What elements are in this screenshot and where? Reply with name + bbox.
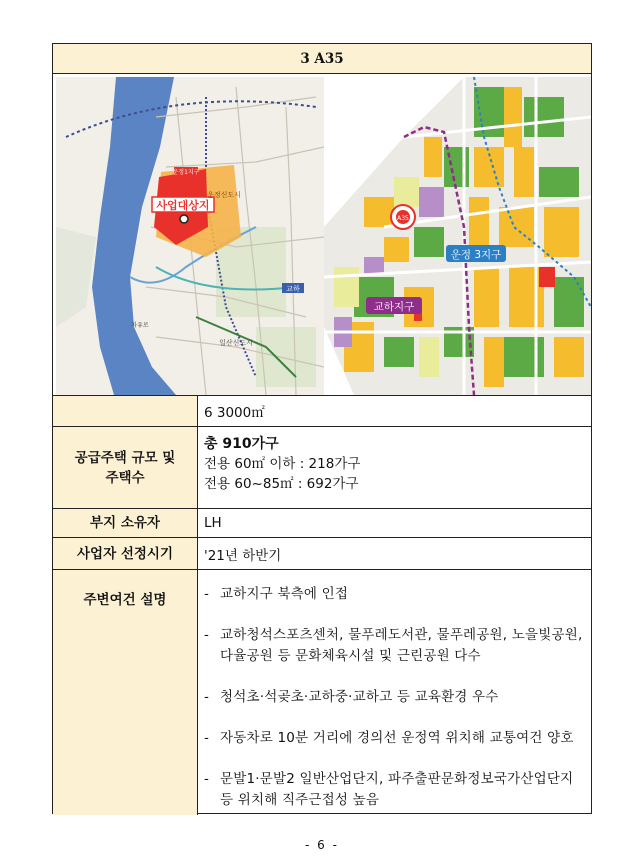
time-value: '21년 하반기: [204, 547, 282, 564]
map-project-label: 사업대상지: [156, 199, 210, 212]
info-table: [52, 43, 592, 814]
env-item-text: 문발1·문발2 일반산업단지, 파주출판문화정보국가산업단지 등 위치해 직주근접성 높음: [220, 771, 574, 808]
units-label-line1: 공급주택 규모 및: [74, 449, 176, 466]
map-site-label: A35: [397, 215, 409, 222]
units-total: 총 910가구: [204, 436, 279, 452]
owner-row: [53, 509, 591, 538]
owner-value: LH: [204, 515, 222, 531]
map-row: [53, 74, 591, 396]
units-value: [198, 427, 591, 508]
env-item-text: 교하청석스포츠센처, 물푸레도서관, 물푸레공원, 노을빛공원, 다율공원 등 문화체육시설 및 근린공원 다수: [220, 627, 583, 664]
units-row: [53, 427, 591, 509]
district-map: [324, 77, 591, 395]
size-value: 6 3000㎡: [204, 405, 265, 421]
map-unjeong3-label: 운정 3지구: [450, 249, 502, 261]
time-label: 사업자 선정시기: [53, 538, 198, 569]
env-value: [198, 570, 591, 815]
location-map: [56, 77, 324, 395]
env-item-text: 청석초·석곶초·교하중·교하고 등 교육환경 우수: [220, 689, 499, 705]
title-row: [53, 44, 591, 74]
units-small: 전용 60㎡ 이하 : 218가구: [204, 456, 361, 472]
map-road-label: 자유로: [131, 322, 149, 329]
env-item-text: 교하지구 북측에 인접: [220, 586, 349, 602]
map-unjeong1-label: 운정1지구: [172, 169, 200, 176]
env-item: - 문발1·문발2 일반산업단지, 파주출판문화정보국가산업단지 등 위치해 직주근접성 높음: [204, 769, 587, 811]
site-title: 3 A35: [300, 50, 344, 67]
env-item: - 청석초·석곶초·교하중·교하고 등 교육환경 우수: [204, 687, 587, 708]
map-gyoha-district-label: 교하지구: [373, 301, 415, 313]
env-item: - 교하지구 북측에 인접: [204, 584, 587, 605]
units-label-line2: 주택수: [105, 469, 145, 486]
map-gyoha-label: 교하: [286, 285, 300, 293]
env-item-text: 자동차로 10분 거리에 경의선 운정역 위치해 교통여건 양호: [220, 730, 574, 746]
env-list: [204, 570, 591, 811]
env-row: [53, 570, 591, 815]
map-unjeong2-label: 운정신도시: [207, 191, 241, 199]
env-label: 주변여건 설명: [53, 570, 198, 815]
time-row: [53, 538, 591, 570]
units-label: [53, 427, 198, 508]
size-label-cell: [53, 396, 198, 426]
env-item: - 교하청석스포츠센처, 물푸레도서관, 물푸레공원, 노을빛공원, 다율공원 등 문화체육시설 및 근린공원 다수: [204, 625, 587, 667]
owner-label: 부지 소유자: [53, 509, 198, 537]
units-medium: 전용 60~85㎡ : 692가구: [204, 476, 359, 492]
size-row: [53, 396, 591, 427]
env-item: - 자동차로 10분 거리에 경의선 운정역 위치해 교통여건 양호: [204, 728, 587, 749]
page-number: - 6 -: [305, 838, 339, 852]
map-ilsan-label: 일산신도시: [219, 339, 253, 347]
